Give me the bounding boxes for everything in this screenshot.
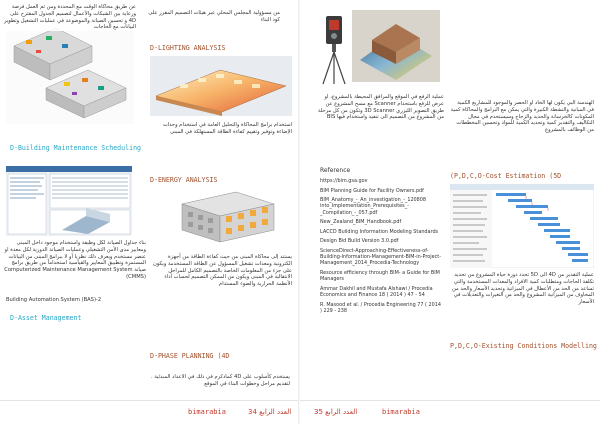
left-footer-issue-label: العدد الرابع bbox=[259, 408, 292, 416]
right-footer-brand: bimarabia bbox=[382, 408, 420, 416]
right-footer-issue-label: العدد الرابع bbox=[325, 408, 358, 416]
reference-item: New_Zealand_BIM_Handbook.pdf bbox=[320, 219, 402, 226]
reference-item[interactable]: https://bim.gsa.gov bbox=[320, 178, 368, 184]
lighting-render-image bbox=[150, 56, 292, 116]
left-footer-brand: bimarabia bbox=[188, 408, 226, 416]
cmms-paragraph: بناء جداول الصيانة لكل وظيفة واستخدام موجود داخل المبنى ومعايير مدى الأمن التشغيلي وعمليات الصيانة الدورية لكل معدة او عنصر مستخدم ويعرف ذلك نظريا أو لا ببرامج المبنى من البيانات المستمرة وتطبيق المعايير والقياسية استخداماً من طريق برامج صيانة Computerized Maintenance Management System (CMMS) bbox=[4, 240, 146, 280]
references-title: Reference bbox=[320, 167, 351, 174]
reference-item: Ammar Dakhil and Mustafa Alshawi / Procedia Economics and Finance 18 ( 2014 ) 47 - 54 bbox=[320, 285, 433, 298]
gantt-chart-image bbox=[450, 184, 594, 268]
left-footer-issue bbox=[248, 408, 291, 416]
point-cloud-image bbox=[352, 10, 440, 82]
reference-item: BIM_Anatomy_-_An_investigation_-_120808 into_Implementation_Prerequisites_-_Compilation_-_057.pdf bbox=[320, 197, 426, 216]
lighting-paragraph: استخدام برامج المحاكاة والتحليل العامة في استخدام وحدات الإضاءة وتوفير وتقييم كفاءة الطاقة المستهلكة في المبنى bbox=[162, 122, 292, 135]
bas-line: Building Automation System (BAS)-2 bbox=[6, 297, 102, 303]
left-top-paragraph: عن طريق محاكاة الوقت مع المحددة ومن ثم العمل فرصة ورعاية بين الشبكات والأعمال لتصميم الجدول المقترح على 4D و تحسين الصيانة والموضوعة في عمليات التشغيل وتطوير البيانات مع الحاجات bbox=[3, 4, 136, 31]
cmms-screenshot-image bbox=[6, 166, 132, 236]
right-page bbox=[300, 0, 600, 424]
reference-item: Design Bid Build Version 3.0.pdf bbox=[320, 238, 399, 245]
cost-estimation-heading: (P,D,C,O-Cost Estimation (5D bbox=[450, 172, 562, 180]
scan-caption-paragraph: عملية الرفع في الموقع والمرافق المحيطة بالمشروع، او عرض للرفع باستخدام Scanner مع مسح المشروع عن طريق التصوير الليزري 3D Scanner وتكون من كل مرحلة من المشروع من التصميم الى تنفيذ واستخدام فيها BIS bbox=[317, 94, 444, 121]
gantt-paragraph: عملية التقدير من 4D الى 5D تحدد دورة حياة المشروع من تحديد تكلفة الحاجات ومتطلبات كمية الافراد والمعدات المستخدمة والتي تساعد من الحد من الأعطال في الميزانية وتحديد الأسعار والحد من المخاوف من الميزانية المشروع والحد من التغيرات والتعديلات في الأسعار bbox=[452, 272, 594, 306]
cost-estimation-paragraph: الهندسة البي يكون لها الخاد او الحصر والموجود للمشاريع الكمية في المبانية والنشطة الكبيرة والتي يمكن مع البرامج والمحاكاة كمية المكونات كالخرسانة والحديد والزجاج وسيستخدم في مجال التكاليف والتقدير كمية وتحديد الكمية للمواد وتحسين المخططات من الوظائف بالمشروع bbox=[450, 100, 594, 134]
right-footer-issue bbox=[314, 408, 357, 416]
reference-item: R. Masood et al. / Procedia Engineering 77 ( 2014 ) 229 - 238 bbox=[320, 301, 441, 314]
laser-scanner-image bbox=[320, 10, 348, 86]
left-footer-page-number: 34 bbox=[248, 408, 257, 416]
left-intro-paragraph: من مسؤولية المجلس المحلي عبر هيئات التصميم المقرر على كود البناء bbox=[148, 10, 280, 23]
right-footer bbox=[300, 400, 600, 424]
existing-conditions-heading: P,D,C,O-Existing Conditions Modelling bbox=[450, 342, 597, 350]
lighting-analysis-heading: D-LIGHTING ANALYSIS bbox=[150, 44, 226, 52]
energy-analysis-heading: D-ENERGY ANALYSIS bbox=[150, 176, 218, 184]
reference-item: LACCD Building Information Modeling Standards bbox=[320, 228, 439, 235]
phase-planning-heading: D-PHASE PLANNING (4D bbox=[150, 352, 230, 360]
energy-building-render-image bbox=[160, 186, 290, 246]
left-footer bbox=[0, 400, 300, 424]
reference-item: BIM Planning Guide for Facility Owners.pdf bbox=[320, 187, 424, 194]
phase-planning-paragraph: يستخدم كأسلوب على 4D كمادكرم في ذلك في الاعداد المبدئية . لتقديم مراحل وخطوات البناء في الموقع bbox=[150, 374, 290, 387]
maintenance-scheduling-heading: D-Building Maintenance Scheduling bbox=[10, 144, 142, 152]
reference-item: Resource efficiency through BIM- a Guide for BIM Managers bbox=[320, 269, 440, 283]
right-footer-page-number: 35 bbox=[314, 408, 323, 416]
energy-paragraph: يستند إلى محاكاة المبنى من حيث كفاءة الطاقة من أجهزة الكترونية ومعدات تشغيل المسؤول عن الطاقة المستخدمة ويكون على جزء من المعلومات الخاصة بالتصميم الكامل للمراحل الانتقالية في المبنى ويكون من الممكن التصميم لحساب أداء الأنظمة الحرارية والضوء المستدام bbox=[153, 254, 292, 288]
asset-management-heading: D-Asset Management bbox=[10, 314, 82, 322]
reference-list bbox=[320, 178, 444, 317]
reference-item: ScienceDirect-Approaching-Effectiveness-of-Building-Information-Management-BIM-in-Project-Management_2014_Procedia-Technology bbox=[320, 247, 441, 267]
